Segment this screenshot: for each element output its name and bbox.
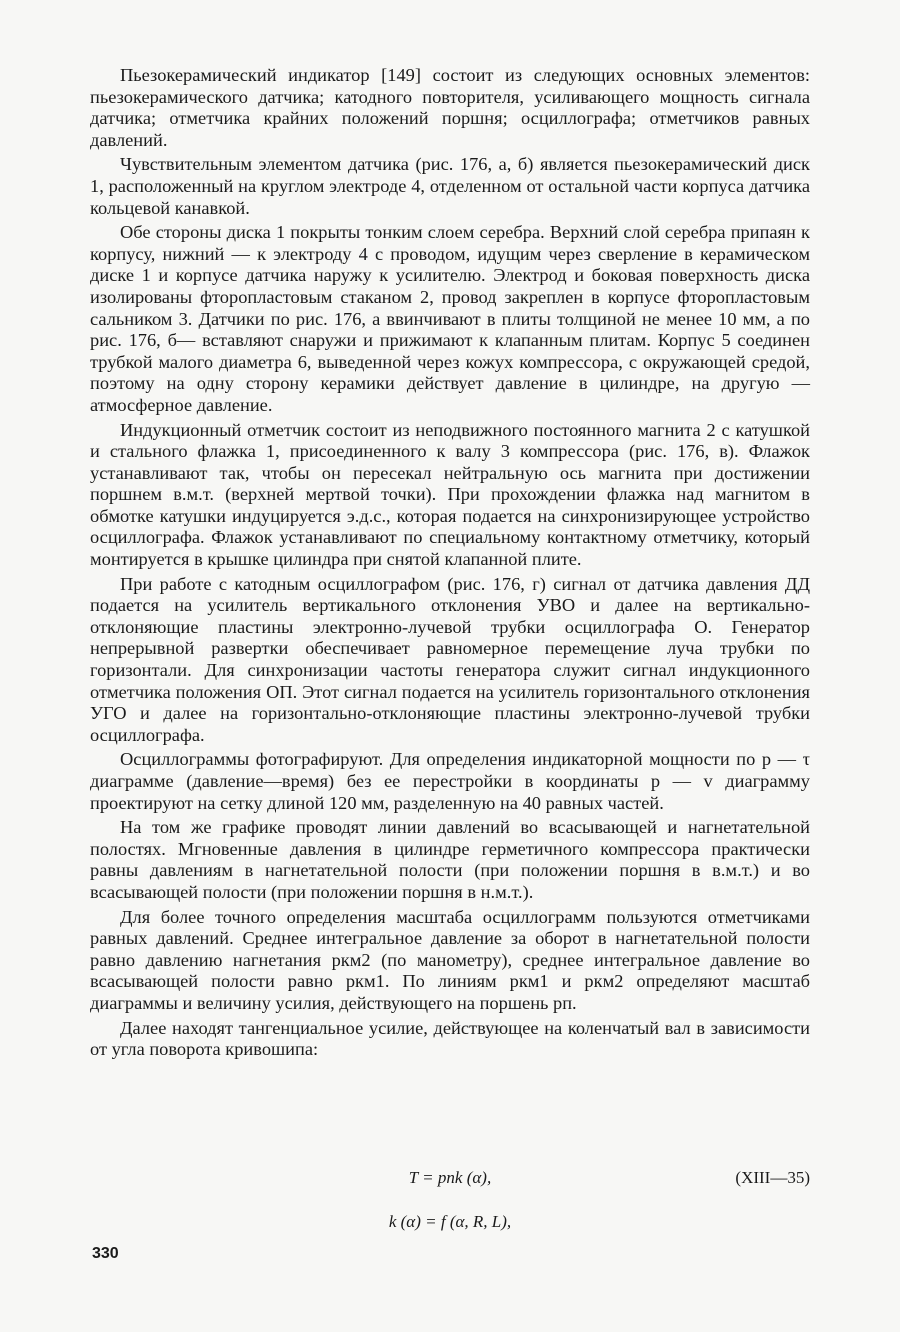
formula-xiii-35	[90, 1168, 810, 1192]
paragraph-4: Индукционный отметчик состоит из неподвижного постоянного магнита 2 с катушкой и стального флажка 1, присоединенного к валу 3 компрессора (рис. 176, в). Флажок устанавливают так, чтобы он пересекал нейтральную ось магнита при достижении поршнем в.м.т. (верхней мертвой точки). При прохождении флажка над магнитом в обмотке катушки индуцируется э.д.с., которая подается на синхронизирующее устройство осциллографа. Флажок устанавливают по специальному контактному отметчику, который монтируется в крышке цилиндра при снятой клапанной плите.	[90, 419, 810, 570]
paragraph-9: Далее находят тангенциальное усилие, действующее на коленчатый вал в зависимости от угла поворота кривошипа:	[90, 1017, 810, 1060]
paragraph-6: Осциллограммы фотографируют. Для определения индикаторной мощности по p — τ диаграмме (давление—время) без ее перестройки в координаты p — v диаграмму проектируют на сетку длиной 120 мм, разделенную на 40 равных частей.	[90, 749, 810, 813]
paragraph-8: Для более точного определения масштаба осциллограмм пользуются отметчиками равных давлений. Среднее интегральное давление за оборот в нагнетательной полости равно давлению нагнетания pкм2 (по манометру), среднее интегральное давление во всасывающей полости равно pкм1. По линиям pкм1 и pкм2 определяют масштаб диаграммы и величину усилия, действующего на поршень pп.	[90, 906, 810, 1013]
page-number: 330	[92, 1245, 119, 1262]
formula-expression: T = pпk (α),	[408, 1168, 492, 1187]
formula-expression: k (α) = f (α, R, L),	[388, 1212, 512, 1231]
paragraph-3: Обе стороны диска 1 покрыты тонким слоем серебра. Верхний слой серебра припаян к корпусу, нижний — к электроду 4 с проводом, идущим через сверление в керамическом диске 1 и корпусе датчика наружу к усилителю. Электрод и боковая поверхность диска изолированы фторопластовым стаканом 2, провод закреплен в корпусе фторопластовым сальником 3. Датчики по рис. 176, а ввинчивают в плиты толщиной не менее 10 мм, а по рис. 176, б— вставляют снаружи и прижимают к клапанным плитам. Корпус 5 соединен трубкой малого диаметра 6, выведенной через кожух компрессора, с окружающей средой, поэтому на одну сторону керамики действует давление в цилиндре, на другую — атмосферное давление.	[90, 222, 810, 415]
body-text	[90, 65, 810, 1061]
paragraph-1: Пьезокерамический индикатор [149] состоит из следующих основных элементов: пьезокерамического датчика; катодного повторителя, усиливающего мощность сигнала датчика; отметчика крайних положений поршня; осциллографа; отметчиков равных давлений.	[90, 65, 810, 150]
formula-k-alpha	[90, 1212, 810, 1236]
equation-number: (XIII—35)	[735, 1168, 810, 1187]
paragraph-5: При работе с катодным осциллографом (рис. 176, г) сигнал от датчика давления ДД подается на усилитель вертикального отклонения УВО и далее на вертикально-отклоняющие пластины электронно-лучевой трубки осциллографа О. Генератор непрерывной развертки обеспечивает равномерное перемещение луча трубки по горизонтали. Для синхронизации частоты генератора служит сигнал индукционного отметчика положения ОП. Этот сигнал подается на усилитель горизонтального отклонения УГО и далее на горизонтально-отклоняющие пластины электронно-лучевой трубки осциллографа.	[90, 573, 810, 745]
paragraph-2: Чувствительным элементом датчика (рис. 176, а, б) является пьезокерамический диск 1, расположенный на круглом электроде 4, отделенном от остальной части корпуса датчика кольцевой канавкой.	[90, 154, 810, 218]
paragraph-7: На том же графике проводят линии давлений во всасывающей и нагнетательной полостях. Мгновенные давления в цилиндре герметичного компрессора практически равны давлениям в нагнетательной полости (при положении поршня в в.м.т.) и во всасывающей полости (при положении поршня в н.м.т.).	[90, 817, 810, 902]
